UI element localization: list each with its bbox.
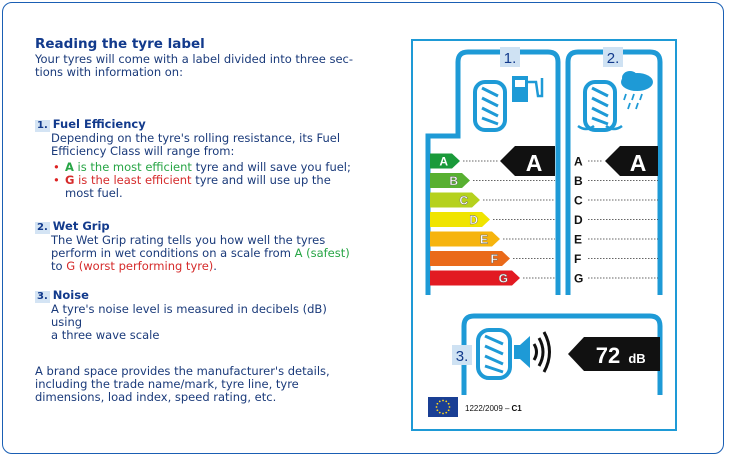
wet-grade-letter-b: B (574, 174, 583, 188)
wet-title: Wet Grip (52, 219, 110, 233)
wet-grade-letter-d: D (574, 213, 583, 227)
wet-grade-letter-e: E (574, 232, 583, 247)
noise-number: 3. (37, 291, 48, 302)
eu-star-icon (445, 412, 447, 414)
noise-text-2: using (51, 315, 83, 329)
intro-line-2: tions with information on: (35, 65, 183, 79)
wet-grade-letter-f: F (574, 252, 582, 266)
wet-grade-letter-g: G (574, 271, 584, 286)
wet-grade-letter-c: C (574, 193, 583, 208)
fuel-grade-bar-f (430, 251, 510, 266)
eu-star-icon (445, 400, 447, 402)
eu-star-icon (436, 406, 438, 408)
fuel-bullet-g: • G is the least efficient tyre and will use up the (51, 174, 365, 187)
fuel-grade-letter-e: E (479, 232, 488, 247)
fuel-grade-letter-a: A (439, 154, 448, 169)
panel-number-3: 3. (455, 348, 469, 365)
noise-title: Noise (52, 288, 89, 302)
wet-text-3: to G (worst performing tyre). (51, 259, 217, 273)
eu-star-icon (442, 413, 444, 415)
noise-text-3: a three wave scale (51, 328, 160, 342)
eu-star-icon (449, 406, 451, 408)
brand-text-1: A brand space provides the manufacturer's details, (35, 364, 330, 378)
fuel-grade-bar-e (430, 232, 500, 247)
brand-text-3: dimensions, load index, speed rating, etc. (35, 390, 277, 404)
eu-star-icon (436, 403, 438, 405)
wet-number: 2. (37, 222, 48, 233)
fuel-grade-bar-c (430, 193, 480, 208)
eu-star-icon (442, 400, 444, 402)
eu-flag-icon (428, 397, 458, 417)
fuel-bullet-g-cont: most fuel. (65, 186, 123, 200)
fuel-text-2: Efficiency Class will range from: (51, 144, 235, 158)
fuel-grade-letter-b: B (449, 174, 458, 188)
fuel-grade-letter-g: G (498, 271, 508, 286)
eu-star-icon (448, 403, 450, 405)
panel-number-1: 1. (503, 50, 517, 67)
fuel-grade-letter-f: F (490, 252, 498, 266)
wet-grade-letter-a: A (574, 154, 583, 169)
noise-value: 72 (595, 343, 621, 368)
fuel-grade-letter-d: D (469, 213, 478, 227)
regulation-text: 1222/2009 – C1 (465, 404, 522, 413)
fuel-grade-bar-d (430, 212, 490, 227)
page-title: Reading the tyre label (35, 36, 205, 52)
noise-text-1: A tyre's noise level is measured in decibels (dB) (51, 302, 327, 316)
fuel-bullet-a: • A is the most efficient tyre and will save you fuel; (51, 161, 365, 174)
eu-star-icon (448, 409, 450, 411)
panel-number-2: 2. (606, 50, 620, 67)
eu-star-icon (436, 409, 438, 411)
fuel-grade-letter-c: C (459, 193, 468, 208)
brand-text-2: including the trade name/mark, tyre line, tyre (35, 377, 299, 391)
wet-rating-letter: A (629, 150, 647, 176)
wet-text-2: perform in wet conditions on a scale from A (safest) (51, 246, 350, 260)
eu-star-icon (439, 412, 441, 414)
eu-star-icon (439, 400, 441, 402)
noise-unit: dB (628, 351, 646, 366)
fuel-title: Fuel Efficiency (52, 117, 146, 131)
fuel-rating-letter: A (525, 150, 543, 176)
fuel-text-1: Depending on the tyre's rolling resistance, its Fuel (51, 131, 341, 145)
wet-text-1: The Wet Grip rating tells you how well the tyres (51, 233, 326, 247)
fuel-number: 1. (37, 120, 48, 131)
intro-line-1: Your tyres will come with a label divided into three sec- (35, 52, 354, 66)
